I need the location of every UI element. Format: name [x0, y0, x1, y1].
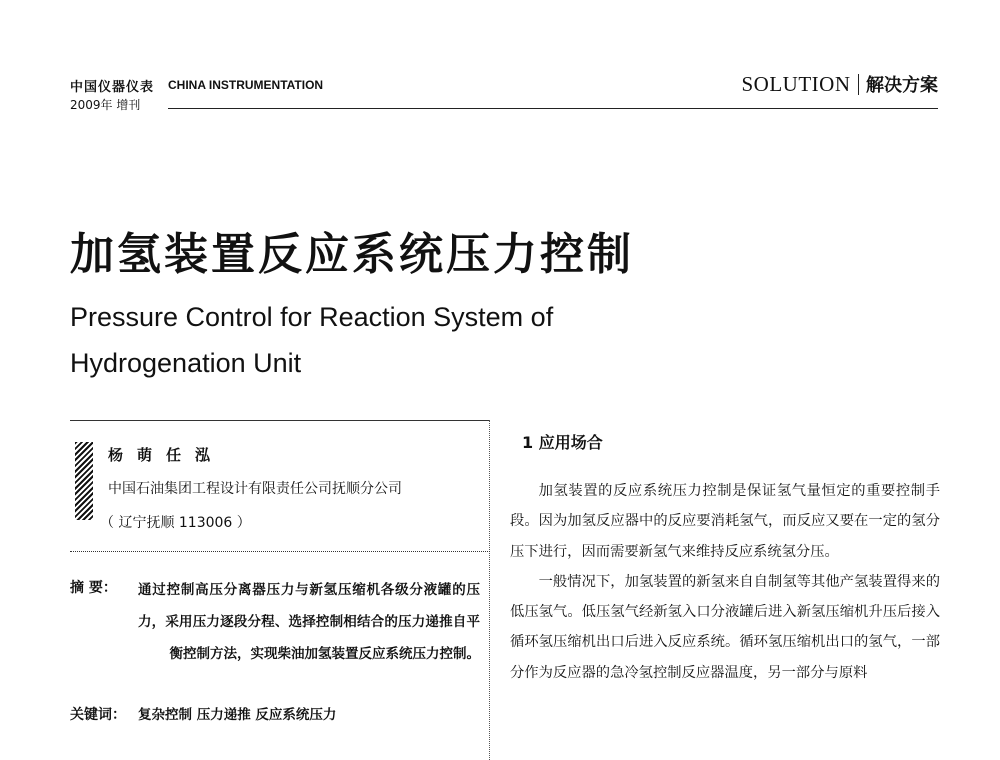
author-box-divider [70, 551, 490, 552]
section-label [742, 71, 939, 97]
author-affiliation: 中国石油集团工程设计有限责任公司抚顺分公司 [108, 481, 402, 497]
section-separator [858, 74, 860, 95]
issue-label: 2009年 增刊 [70, 98, 141, 112]
section-label-en: SOLUTION [741, 71, 851, 96]
author-names: 杨萌任泓 [108, 446, 225, 464]
header-rule [168, 108, 938, 109]
section-label-cn: 解决方案 [866, 75, 938, 96]
section-heading: 1 应用场合 [522, 433, 603, 452]
abstract-label: 摘 要： [70, 580, 117, 596]
author-address: （ 辽宁抚顺 113006 ） [100, 515, 251, 531]
journal-name-cn: 中国仪器仪表 [70, 80, 155, 95]
body-paragraph: 加氢装置的反应系统压力控制是保证氢气量恒定的重要控制手段。因为加氢反应器中的反应要消耗氢气，而反应又要在一定的氢分压下进行，因而需要新氢气来维持反应系统氢分压。 [510, 483, 940, 560]
keywords-text: 复杂控制 压力递推 反应系统压力 [138, 707, 337, 723]
author-box-top-rule [70, 420, 490, 421]
body-paragraph: 一般情况下，加氢装置的新氢来自自制氢等其他产氢装置得来的低压氢气。低压氢气经新氢入口分液罐后进入新氢压缩机升压后接入循环氢压缩机出口后进入反应系统。循环氢压缩机出口的氢气，一部分作为反应器的急冷氢控制反应器温度，另一部分与原料 [510, 573, 940, 681]
abstract-body: 通过控制高压分离器压力与新氢压缩机各级分液罐的压力，采用压力逐段分程、选择控制相结合的压力递推自平衡控制方法，实现柴油加氢装置反应系统压力控制。 [138, 582, 480, 662]
section-body [510, 476, 940, 688]
abstract-text [138, 574, 480, 670]
keywords-label: 关键词： [70, 707, 126, 723]
column-divider [489, 420, 490, 760]
article-title-cn: 加氢装置反应系统压力控制 [70, 229, 634, 280]
article-title-en: Pressure Control for Reaction System of Hydrogenation Unit [70, 302, 554, 378]
hatch-decoration [75, 442, 93, 520]
journal-name-en: CHINA INSTRUMENTATION [168, 78, 324, 92]
